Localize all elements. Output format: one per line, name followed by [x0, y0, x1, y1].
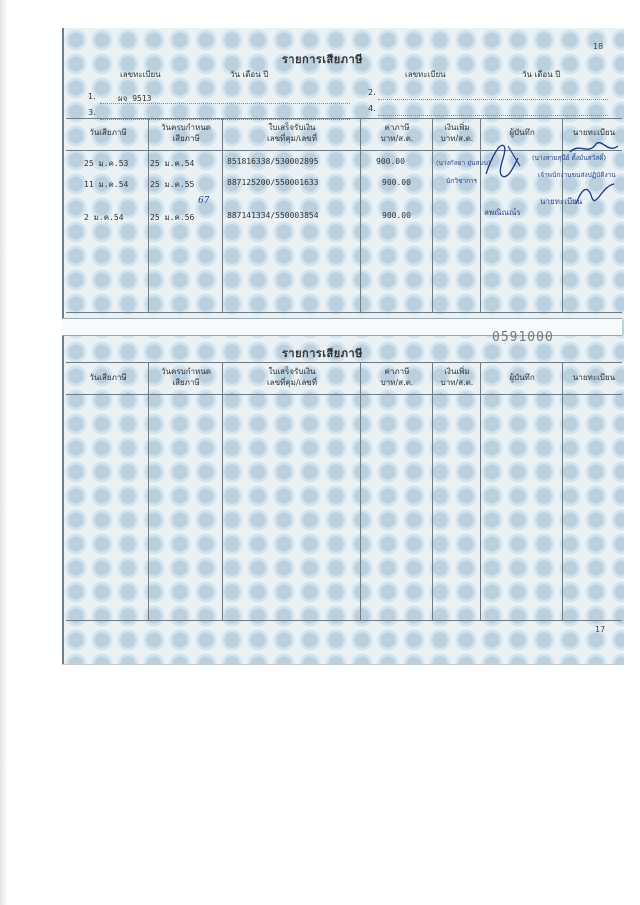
bottom-col-divider-3	[360, 362, 361, 620]
registrar-signature-top	[566, 136, 622, 162]
registrar-stamp-1: (นางสายสุนีย์ ตั้งมั่นสวัสดิ์)	[532, 154, 606, 162]
reg-row-4-dotline	[378, 115, 608, 116]
bottom-col-tax: ค่าภาษี บาท/ส.ต.	[380, 367, 414, 387]
row-3-paid-date: 2 ม.ค.54	[84, 213, 124, 222]
reg-row-3-num: 3.	[88, 108, 96, 117]
form-serial-number: 0591000	[492, 330, 554, 345]
top-table-bottom-border	[66, 312, 622, 313]
row-2-paid-date: 11 ม.ค.54	[84, 180, 129, 189]
row-1-due-date: 25 ม.ค.54	[150, 159, 195, 168]
bottom-section-title: รายการเสียภาษี	[282, 347, 363, 360]
scan-edge-shadow	[0, 0, 8, 905]
top-col-paid-date: วันเสียภาษี	[89, 128, 127, 137]
top-col-registrar: นายทะเบียน	[572, 128, 616, 137]
top-col-divider-1	[148, 118, 149, 312]
date-label-right: วัน เดือน ปี	[522, 70, 561, 79]
bottom-table-header-border	[66, 394, 622, 395]
bottom-col-divider-2	[222, 362, 223, 620]
reg-label-left: เลขทะเบียน	[120, 70, 161, 79]
row-3-receipt: 887141334/550003854	[227, 211, 319, 220]
recorder-stamp-1: (นางกัลยา ยุ่นสมบ)	[436, 159, 491, 167]
registrar-signature-bottom	[572, 180, 618, 210]
bottom-col-surcharge: เงินเพิ่ม บาท/ส.ต.	[440, 367, 474, 387]
reg-row-2-num: 2.	[368, 88, 376, 97]
form-bottom-edge	[62, 664, 622, 665]
recorder-signature	[478, 136, 538, 186]
bottom-col-divider-5	[480, 362, 481, 620]
bottom-col-receipt: ใบเสร็จรับเงิน เลขที่คุม/เลขที่	[266, 367, 318, 387]
bottom-table-top-border	[66, 362, 622, 363]
row-1-receipt: 851816338/530002895	[227, 157, 319, 166]
recorder-stamp-2: นักวิชาการ	[446, 177, 478, 185]
row-3-due-date: 25 ม.ค.56	[150, 213, 195, 222]
overwrite-digits: 67	[198, 196, 210, 206]
top-col-tax: ค่าภาษี บาท/ส.ต.	[380, 123, 414, 143]
row-1-paid-date: 25 ม.ค.53	[84, 159, 129, 168]
top-col-divider-4	[432, 118, 433, 312]
top-col-divider-3	[360, 118, 361, 312]
reg-row-1-dotline	[100, 103, 350, 104]
reg-row-3-dotline	[100, 119, 350, 120]
reg-label-right: เลขทะเบียน	[405, 70, 446, 79]
bottom-col-divider-4	[432, 362, 433, 620]
registrar-stamp-3: นายทะเบียน	[540, 197, 583, 206]
row-3-tax: 900.00	[382, 211, 411, 220]
top-section-title: รายการเสียภาษี	[282, 53, 363, 66]
top-col-divider-6	[562, 118, 563, 312]
date-label-left: วัน เดือน ปี	[230, 70, 269, 79]
top-col-surcharge: เงินเพิ่ม บาท/ส.ต.	[440, 123, 474, 143]
row-2-due-date: 25 ม.ค.55	[150, 180, 195, 189]
row-1-tax: 900.00	[376, 157, 405, 166]
bottom-col-recorder: ผู้บันทึก	[509, 373, 535, 382]
reg-row-4-num: 4.	[368, 104, 376, 113]
top-table-header-border	[66, 150, 622, 151]
top-col-due-date: วันครบกำหนด เสียภาษี	[161, 123, 211, 143]
recorder-stamp-3: ลพณิณณ์ร	[484, 208, 521, 217]
row-2-tax: 900.00	[382, 178, 411, 187]
top-col-recorder: ผู้บันทึก	[509, 128, 535, 137]
registrar-stamp-2: เจ้าพนักงานขนส่งปฏิบัติงาน	[538, 171, 616, 179]
bottom-col-divider-6	[562, 362, 563, 620]
reg-row-1-value: ผจ 9513	[118, 94, 152, 103]
bottom-col-due-date: วันครบกำหนด เสียภาษี	[161, 367, 211, 387]
bottom-table-bottom-border	[66, 620, 622, 621]
bottom-page-number: 17	[595, 625, 606, 634]
bottom-col-paid-date: วันเสียภาษี	[89, 373, 127, 382]
bottom-col-registrar: นายทะเบียน	[572, 373, 616, 382]
top-col-divider-2	[222, 118, 223, 312]
top-page-number: 18	[593, 42, 604, 51]
top-col-receipt: ใบเสร็จรับเงิน เลขที่คุม/เลขที่	[266, 123, 318, 143]
bottom-col-divider-1	[148, 362, 149, 620]
reg-row-2-dotline	[378, 99, 608, 100]
top-table-top-border	[66, 118, 622, 119]
row-2-receipt: 887125200/550001633	[227, 178, 319, 187]
reg-row-1-num: 1.	[88, 92, 96, 101]
